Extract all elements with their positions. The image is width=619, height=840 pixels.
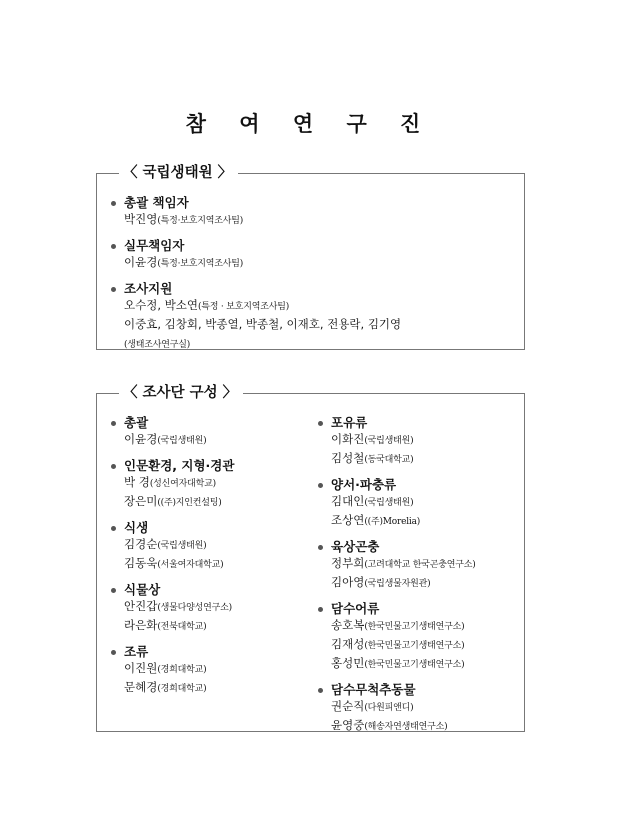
member-group <box>317 414 522 469</box>
member-line <box>331 450 522 469</box>
member-line <box>331 617 522 636</box>
member-names: 김동욱 <box>124 556 158 570</box>
group-heading: 인문환경, 지형·경관 <box>124 458 235 473</box>
group-heading: 총괄 <box>124 415 149 430</box>
member-group <box>110 194 510 230</box>
member-line <box>331 431 522 450</box>
member-names: 문혜경 <box>124 680 158 694</box>
member-line <box>331 493 522 512</box>
member-names: 김성철 <box>331 451 365 465</box>
member-line <box>124 254 510 273</box>
member-names: 이진원 <box>124 661 158 675</box>
group-heading: 양서·파충류 <box>331 477 397 492</box>
member-affiliation: (해송자연생태연구소) <box>364 722 448 732</box>
survey-team-left-column <box>110 414 310 705</box>
member-affiliation: (한국민물고기생태연구소) <box>364 641 465 651</box>
member-group <box>110 414 310 450</box>
member-line <box>124 660 310 679</box>
member-names: 이화진 <box>331 432 365 446</box>
member-affiliation: (특정·보호지역조사팀) <box>157 259 244 269</box>
member-group <box>317 681 522 736</box>
survey-team-right-column <box>317 414 522 743</box>
group-heading: 실무책임자 <box>124 238 185 253</box>
member-line <box>124 211 510 230</box>
member-affiliation: (전북대학교) <box>157 622 207 632</box>
member-affiliation: (고려대학교 한국곤충연구소) <box>364 560 476 570</box>
nie-staff-title: 〈 국립생태원 〉 <box>119 164 238 182</box>
group-heading: 총괄 책임자 <box>124 195 189 210</box>
member-affiliation: (성신여자대학교) <box>149 479 216 489</box>
member-names: 정부희 <box>331 556 365 570</box>
member-line <box>124 617 310 636</box>
member-affiliation: (국립생물자원관) <box>364 579 431 589</box>
group-heading: 조사지원 <box>124 281 173 296</box>
survey-team-title: 〈 조사단 구성 〉 <box>119 384 243 402</box>
member-line <box>124 555 310 574</box>
member-names: 안진갑 <box>124 599 158 613</box>
group-heading: 포유류 <box>331 415 368 430</box>
nie-staff-list <box>110 194 510 361</box>
member-affiliation: (동국대학교) <box>364 455 414 465</box>
member-line <box>331 655 522 674</box>
member-names: 김대인 <box>331 494 365 508</box>
member-names: 박진영 <box>124 212 158 226</box>
member-names: 라은화 <box>124 618 158 632</box>
member-line <box>124 431 310 450</box>
group-heading: 식생 <box>124 520 149 535</box>
member-affiliation: (국립생태원) <box>364 436 414 446</box>
member-line <box>331 555 522 574</box>
member-names: 이중효, 김창회, 박종열, 박종철, 이재호, 전용락, 김기영 <box>124 317 402 331</box>
member-affiliation: (국립생태원) <box>157 541 207 551</box>
member-names: 박 경 <box>124 475 150 489</box>
member-line <box>331 574 522 593</box>
member-affiliation: (특정·보호지역조사팀) <box>157 216 244 226</box>
member-affiliation: (한국민물고기생태연구소) <box>364 660 465 670</box>
member-group <box>110 237 510 273</box>
member-affiliation: (국립생태원) <box>157 436 207 446</box>
member-affiliation: (다원피앤디) <box>364 703 414 713</box>
member-names: 윤영중 <box>331 718 365 732</box>
member-names: 장은미 <box>124 494 158 508</box>
member-affiliation: ((주)지인컨설팅) <box>157 498 222 508</box>
member-affiliation: (경희대학교) <box>157 665 207 675</box>
member-group <box>110 519 310 574</box>
member-names: 김아영 <box>331 575 365 589</box>
member-affiliation: (생태조사연구실) <box>124 340 191 350</box>
member-names: 이윤경 <box>124 432 158 446</box>
member-line <box>124 316 510 335</box>
member-affiliation: (국립생태원) <box>364 498 414 508</box>
member-affiliation: (한국민물고기생태연구소) <box>364 622 465 632</box>
member-line <box>124 536 310 555</box>
group-heading: 식물상 <box>124 582 161 597</box>
member-line <box>331 698 522 717</box>
member-line <box>124 493 310 512</box>
member-affiliation: (생물다양성연구소) <box>157 603 232 613</box>
member-line <box>124 297 510 316</box>
member-names: 권순직 <box>331 699 365 713</box>
group-heading: 담수무척추동물 <box>331 682 416 697</box>
member-names: 이윤경 <box>124 255 158 269</box>
member-line <box>124 679 310 698</box>
member-names: 조상연 <box>331 513 365 527</box>
member-line <box>124 335 510 354</box>
member-group <box>110 457 310 512</box>
member-names: 김경순 <box>124 537 158 551</box>
member-names: 홍성민 <box>331 656 365 670</box>
member-group <box>110 280 510 354</box>
member-affiliation: ((주)Morelia) <box>364 517 421 527</box>
member-names: 오수정, 박소연 <box>124 298 198 312</box>
group-heading: 육상곤충 <box>331 539 380 554</box>
member-line <box>331 636 522 655</box>
member-group <box>110 643 310 698</box>
group-heading: 조류 <box>124 644 149 659</box>
member-line <box>124 474 310 493</box>
member-line <box>331 717 522 736</box>
member-affiliation: (특정 · 보호지역조사팀) <box>197 302 290 312</box>
survey-team-box <box>96 385 525 732</box>
member-names: 송호복 <box>331 618 365 632</box>
member-group <box>317 476 522 531</box>
member-group <box>110 581 310 636</box>
member-affiliation: (서울여자대학교) <box>157 560 224 570</box>
group-heading: 담수어류 <box>331 601 380 616</box>
member-line <box>124 598 310 617</box>
member-affiliation: (경희대학교) <box>157 684 207 694</box>
page-title: 참 여 연 구 진 <box>185 111 434 136</box>
member-line <box>331 512 522 531</box>
member-group <box>317 600 522 674</box>
nie-staff-box <box>96 165 525 350</box>
member-names: 김재성 <box>331 637 365 651</box>
member-group <box>317 538 522 593</box>
